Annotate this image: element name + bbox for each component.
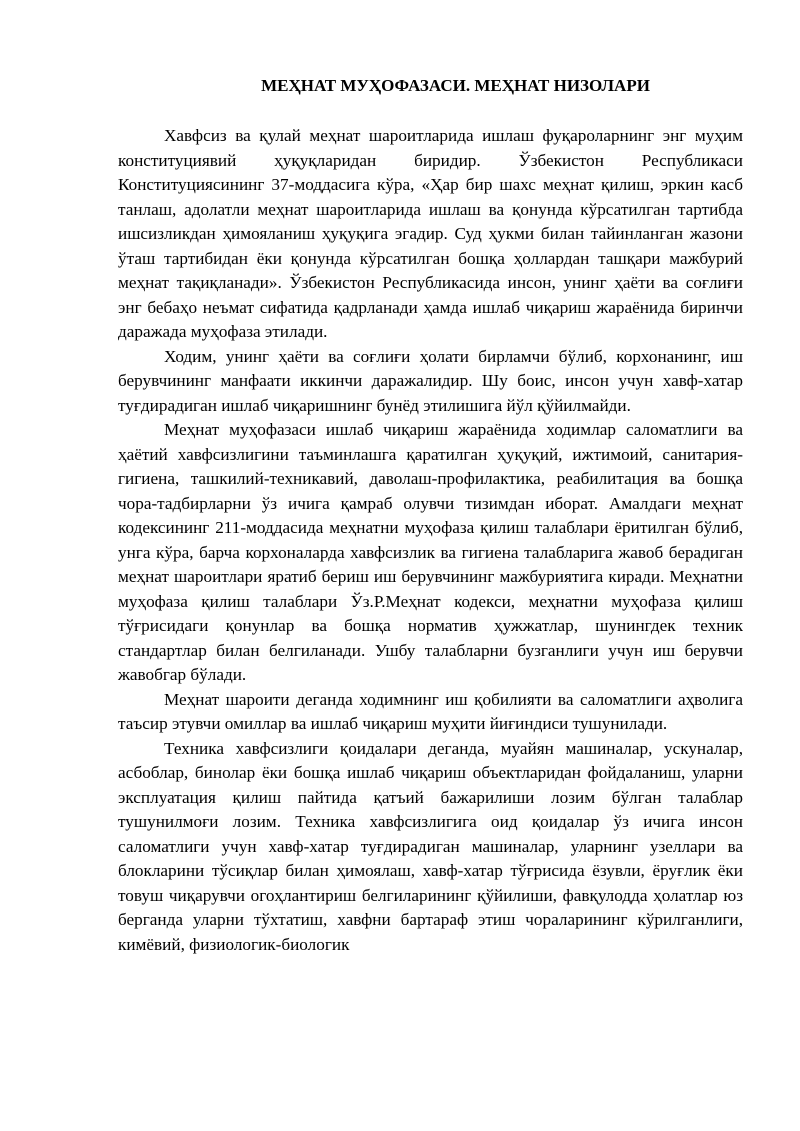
paragraph: Меҳнат шароити деганда ходимнинг иш қобилияти ва саломатлиги аҳволига таъсир этувчи омиллар ва ишлаб чиқариш муҳити йиғиндиси тушунилади. <box>118 689 743 733</box>
paragraph: Меҳнат муҳофазаси ишлаб чиқариш жараёнида ходимлар саломатлиги ва ҳаётий хавфсизлигини таъминлашга қаратилган ҳуқуқий, ижтимоий, санитария-гигиена, ташкилий-техникавий, даволаш-профилактика, реабилитация ва бошқа чора-тадбирларни ўз ичига қамраб олувчи тизимдан иборат. Амалдаги меҳнат кодексининг 211-моддасида меҳнатни муҳофаза қилиш талаблари ёритилган бўлиб, унга кўра, барча корхоналарда хавфсизлик ва гигиена талабларига жавоб берадиган меҳнат шароитлари яратиб бериш иш берувчининг мажбуриятига киради. Меҳнатни муҳофаза қилиш талаблари Ўз.Р.Меҳнат кодекси, меҳнатни муҳофаза қилиш тўғрисидаги қонунлар ва бошқа норматив ҳужжатлар, шунингдек техник стандартлар билан белгиланади. Ушбу талабларни бузганлиги учун иш берувчи жавобгар бўлади. <box>118 420 743 684</box>
document-title: МЕҲНАТ МУҲОФАЗАСИ. МЕҲНАТ НИЗОЛАРИ <box>261 76 650 95</box>
paragraph: Хавфсиз ва қулай меҳнат шароитларида ишлаш фуқароларнинг энг муҳим конституциявий ҳуқуқларидан биридир. Ўзбекистон Республикаси Конституциясининг 37-моддасига кўра, «Ҳар бир шахс меҳнат қилиш, эркин касб танлаш, адолатли меҳнат шароитларида ишлаш ва қонунда кўрсатилган тартибда ишсизликдан ҳимояланиш ҳуқуқига эгадир. Суд ҳукми билан тайинланган жазони ўташ тартибидан ёки қонунда кўрсатилган бошқа ҳоллардан ташқари мажбурий меҳнат тақиқланади». Ўзбекистон Республикасида инсон, унинг ҳаёти ва соғлиғи энг бебаҳо неъмат сифатида қадрланади ҳамда ишлаб чиқариш жараёнида биринчи даражада муҳофаза этилади. <box>118 126 743 341</box>
document-body <box>118 124 743 957</box>
paragraph: Ходим, унинг ҳаёти ва соғлиғи ҳолати бирламчи бўлиб, корхонанинг, иш берувчининг манфаати иккинчи даражалидир. Шу боис, инсон учун хавф-хатар туғдирадиган ишлаб чиқаришнинг бунёд этилишига йўл қўйилмайди. <box>118 346 743 415</box>
paragraph: Техника хавфсизлиги қоидалари деганда, муайян машиналар, ускуналар, асбоблар, бинолар ёки бошқа ишлаб чиқариш объектларидан фойдаланиш, уларни эксплуатация қилиш пайтида қатъий бажарилиши лозим бўлган талаблар тушунилмоғи лозим. Техника хавфсизлигига оид қоидалар ўз ичига инсон саломатлиги учун хавф-хатар туғдирадиган машиналар, уларнинг узеллари ва блокларини тўсиқлар билан ҳимоялаш, хавф-хатар тўғрисида ёзувли, ёруғлик ёки товуш чиқарувчи огоҳлантириш белгиларининг қўйилиши, фавқулодда ҳолатлар юз берганда уларни тўхтатиш, хавфни бартараф этиш чораларининг кўрилганлиги, кимёвий, физиологик-биологик <box>118 738 743 954</box>
